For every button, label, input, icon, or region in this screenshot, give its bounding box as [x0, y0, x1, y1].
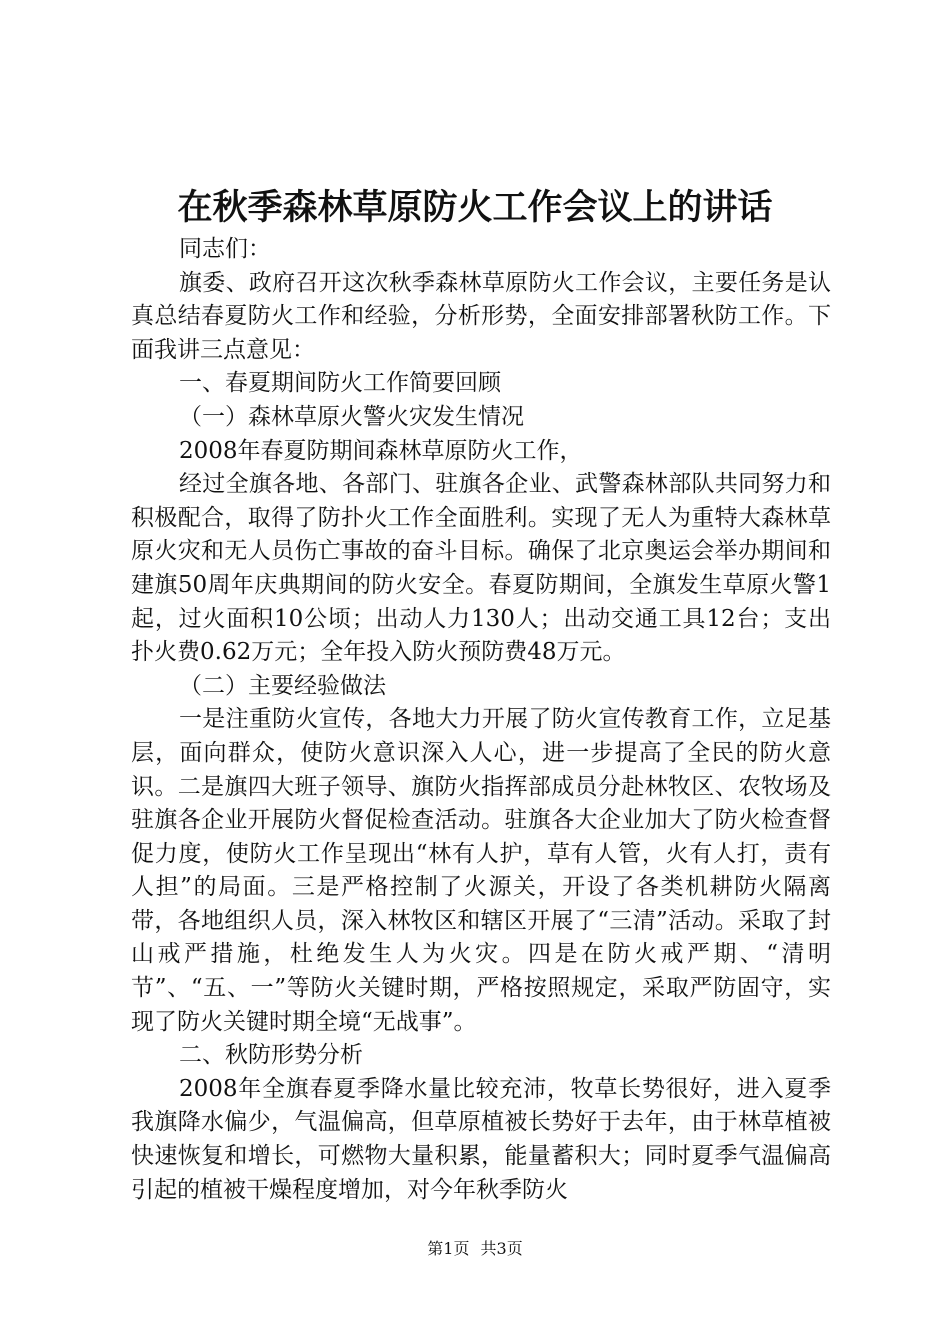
- subsection-heading-1-2: （二）主要经验做法: [179, 672, 386, 699]
- page-footer: [0, 1237, 950, 1261]
- section-heading-2: 二、秋防形势分析: [179, 1042, 363, 1069]
- page-number: 第1页: [427, 1239, 470, 1258]
- paragraph-results: 经过全旗各地、各部门、驻旗各企业、武警森林部队共同努力和积极配合，取得了防扑火工作全面胜利。实现了无人为重特大森林草原火灾和无人员伤亡事故的奋斗目标。确保了北京奥运会举办期间和建旗50周年庆典期间的防火安全。春夏防期间，全旗发生草原火警1起，过火面积10公顷；出动人力130人；出动交通工具12台；支出扑火费0.62万元；全年投入防火预防费48万元。: [131, 471, 831, 666]
- section-heading-1: 一、春夏期间防火工作简要回顾: [179, 370, 501, 397]
- paragraph-salutation: 同志们：: [179, 236, 271, 262]
- paragraph-2008-overview: 2008年春夏防期间森林草原防火工作，: [179, 437, 583, 464]
- document-title: 在秋季森林草原防火工作会议上的讲话: [177, 188, 773, 228]
- page-total: 共3页: [480, 1239, 523, 1258]
- paragraph-intro: 旗委、政府召开这次秋季森林草原防火工作会议，主要任务是认真总结春夏防火工作和经验，分析形势，全面安排部署秋防工作。下面我讲三点意见：: [131, 269, 831, 363]
- subsection-heading-1-1: （一）森林草原火警火灾发生情况: [179, 403, 524, 430]
- paragraph-situation: 2008年全旗春夏季降水量比较充沛，牧草长势很好，进入夏季我旗降水偏少，气温偏高，但草原植被长势好于去年，由于林草植被快速恢复和增长，可燃物大量积累，能量蓄积大；同时夏季气温偏高引起的植被干燥程度增加，对今年秋季防火: [131, 1075, 831, 1203]
- paragraph-experience: 一是注重防火宣传，各地大力开展了防火宣传教育工作，立足基层，面向群众，使防火意识深入人心，进一步提高了全民的防火意识。二是旗四大班子领导、旗防火指挥部成员分赴林牧区、农牧场及驻旗各企业开展防火督促检查活动。驻旗各大企业加大了防火检查督促力度，使防火工作呈现出“林有人护，草有人管，火有人打，责有人担”的局面。三是严格控制了火源关，开设了各类机耕防火隔离带，各地组织人员，深入林牧区和辖区开展了“三清”活动。采取了封山戒严措施，杜绝发生人为火灾。四是在防火戒严期、“清明节”、“五、一”等防火关键时期，严格按照规定，采取严防固守，实现了防火关键时期全境“无战事”。: [131, 706, 831, 1035]
- document-body: [131, 233, 831, 1207]
